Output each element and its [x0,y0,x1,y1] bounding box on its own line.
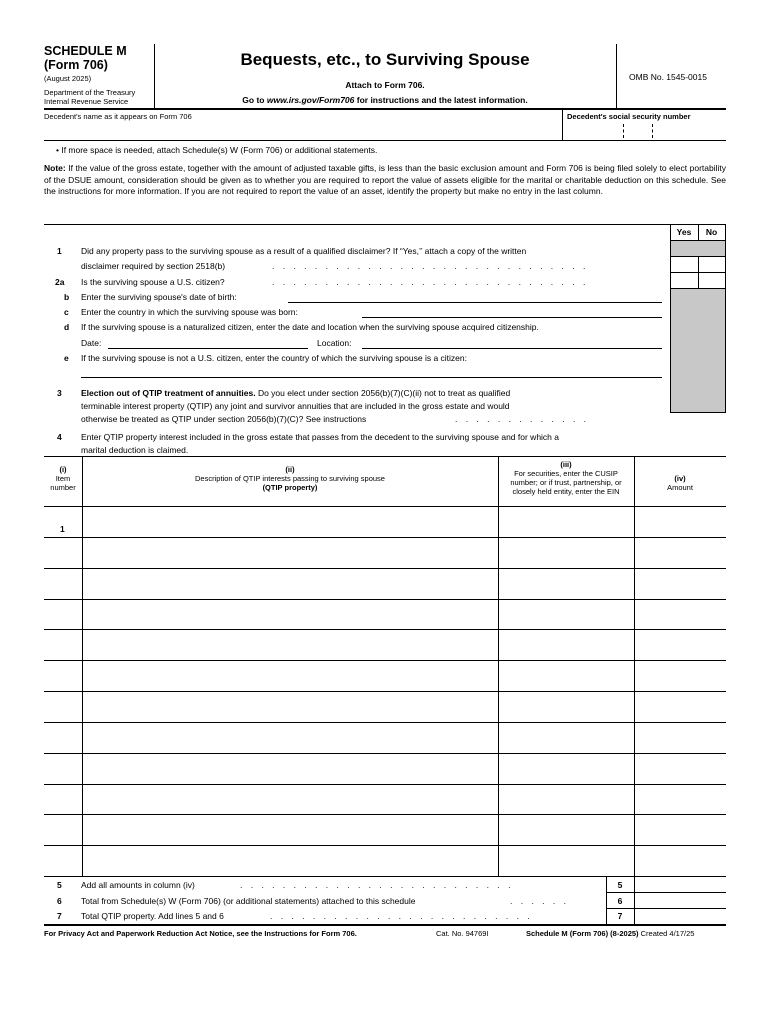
irs-link[interactable]: www.irs.gov/Form706 [266,95,355,105]
line5-text: Add all amounts in column (iv) [81,880,195,890]
line3-text [81,388,661,398]
bullet-note: • If more space is needed, attach Schedule(s) W (Form 706) or additional statements. [56,145,378,155]
line7-amount[interactable] [635,909,726,924]
col3-header [498,460,634,496]
table-row[interactable] [44,506,726,537]
table-row[interactable] [44,845,726,876]
line2c-text: Enter the country in which the surviving spouse was born: [81,307,298,317]
line2a-leader: . . . . . . . . . . . . . . . . . . . . . . . . . . . . . . [272,277,589,287]
line4-number: 4 [57,432,62,442]
line1-yes-box[interactable] [671,257,698,272]
line6-number: 6 [57,896,62,906]
col2-desc: Description of QTIP interests passing to surviving spouse [195,474,385,483]
form-title: Bequests, etc., to Surviving Spouse [240,50,530,69]
col3-line2: number; or if trust, partnership, or [510,478,622,487]
line7-text: Total QTIP property. Add lines 5 and 6 [81,911,224,921]
line3-bold: Election out of QTIP treatment of annuities. [81,388,256,398]
col3-line3: closely held entity, enter the EIN [512,487,620,496]
citizenship-country-field[interactable] [81,377,662,378]
line7-number: 7 [57,911,62,921]
col2-header [82,465,498,492]
col4-header [634,474,726,492]
decedent-name-label: Decedent's name as it appears on Form 706 [44,112,192,121]
col1-number: number [50,483,76,492]
line3-leader: . . . . . . . . . . . . . [455,414,590,424]
line2e-text: If the surviving spouse is not a U.S. citizen, enter the country of which the surviving spouse is a citizen: [81,353,467,363]
col2-qtip: (QTIP property) [262,483,318,492]
decedent-name-field[interactable] [44,122,562,136]
spouse-dob-field[interactable] [288,302,662,303]
line5-leader: . . . . . . . . . . . . . . . . . . . . . . . . . . [240,880,514,890]
line1-text-b: disclaimer required by section 2518(b) [81,261,226,271]
line2d-number: d [64,322,70,332]
table-row[interactable] [44,814,726,845]
goto-pre: Go to [242,95,267,105]
line6-box-label: 6 [617,896,623,906]
col1-item: Item [55,474,71,483]
note-paragraph [44,163,726,198]
table-row[interactable] [44,660,726,691]
line3-number: 3 [57,388,62,398]
table-row[interactable] [44,691,726,722]
line2d-location-label: Location: [317,338,352,348]
privacy-notice: For Privacy Act and Paperwork Reduction Act Notice, see the Instructions for Form 706. [44,929,357,938]
line5-amount[interactable] [635,877,726,892]
line2c-number: c [64,307,69,317]
col4-amount: Amount [667,483,693,492]
line6-text: Total from Schedule(s) W (Form 706) (or additional statements) attached to this schedule [81,896,416,906]
form-label: (Form 706) [44,58,108,72]
table-row[interactable] [44,629,726,660]
note-text: If the value of the gross estate, together with the amount of adjusted taxable gifts, is less than the basic exclusion amount and Form 706 is being filed solely to elect portability of the DSUE amount, consideration should be given as to whether you are required to report the value of assets eligible for the marital or charitable deduction on this schedule. See the instructions for more information. If you are not required to report the value of an asset, identify the property but make no entry in the last column. [44,163,726,197]
col4-head: (iv) [674,474,686,483]
table-row[interactable] [44,599,726,630]
col3-head: (iii) [560,460,572,469]
col1-head: (i) [59,465,67,474]
table-row[interactable] [44,537,726,568]
birth-country-field[interactable] [362,317,662,318]
line2d-date-label: Date: [81,338,102,348]
line1-text: Did any property pass to the surviving spouse as a result of a qualified disclaimer? If “Yes,’’ attach a copy of the written [81,246,527,256]
line3-no-box[interactable] [699,396,725,411]
ssn-label: Decedent's social security number [567,112,691,121]
no-header: No [705,227,718,237]
line6-amount[interactable] [635,893,726,908]
first-item-number: 1 [60,524,65,534]
goto-post: for instructions and the latest information. [354,95,528,105]
line6-leader: . . . . . . [510,896,569,906]
line1-no-box[interactable] [699,257,725,272]
naturalization-location-field[interactable] [362,348,662,349]
line3-text-a: Do you elect under section 2056(b)(7)(C)(ii) not to treat as qualified [255,388,511,398]
line3-text-c: otherwise be treated as QTIP under section 2056(b)(7)(C)? See instructions [81,414,367,424]
table-row[interactable] [44,784,726,815]
line7-box-label: 7 [617,911,623,921]
revision-date: (August 2025) [44,74,92,83]
line2b-text: Enter the surviving spouse's date of birth: [81,292,237,302]
line2a-number: 2a [55,277,65,287]
line4-text: Enter QTIP property interest included in the gross estate that passes from the decedent to the surviving spouse and for which a [81,432,559,442]
line1-leader: . . . . . . . . . . . . . . . . . . . . . . . . . . . . . . [272,261,589,271]
table-row[interactable] [44,568,726,599]
line4-text-b: marital deduction is claimed. [81,445,189,455]
attach-instruction: Attach to Form 706. [345,80,425,90]
ssn-field[interactable] [563,122,726,138]
yes-header: Yes [676,227,692,237]
line2e-number: e [64,353,69,363]
footer-sched: Schedule M (Form 706) (8-2025) [526,929,639,938]
table-row[interactable] [44,722,726,753]
dept-treasury: Department of the Treasury [44,88,136,97]
line5-box-label: 5 [617,880,623,890]
omb-number: OMB No. 1545-0015 [629,72,707,82]
irs-label: Internal Revenue Service [44,97,129,106]
line3-text-b: terminable interest property (QTIP) any joint and survivor annuities that are included in the gross estate and would [81,401,510,411]
note-label: Note: [44,163,66,173]
line5-number: 5 [57,880,62,890]
footer-form-id [526,929,694,938]
cat-number: Cat. No. 94769I [436,929,489,938]
schedule-label: SCHEDULE M [44,44,127,58]
line2a-yes-box[interactable] [671,273,698,288]
col2-head: (ii) [285,465,295,474]
naturalization-date-field[interactable] [108,348,308,349]
line1-number: 1 [57,246,62,256]
table-row[interactable] [44,753,726,784]
goto-instruction [154,95,616,105]
line7-leader: . . . . . . . . . . . . . . . . . . . . . . . . . [270,911,533,921]
footer-created: Created 4/17/25 [640,929,695,938]
line2d-text: If the surviving spouse is a naturalized citizen, enter the date and location when the surviving spouse acquired citizenship. [81,322,539,332]
col3-line1: For securities, enter the CUSIP [514,469,618,478]
line3-yes-box[interactable] [671,396,698,411]
line2a-no-box[interactable] [699,273,725,288]
col1-header [44,465,82,492]
line2a-text: Is the surviving spouse a U.S. citizen? [81,277,225,287]
line2b-number: b [64,292,70,302]
